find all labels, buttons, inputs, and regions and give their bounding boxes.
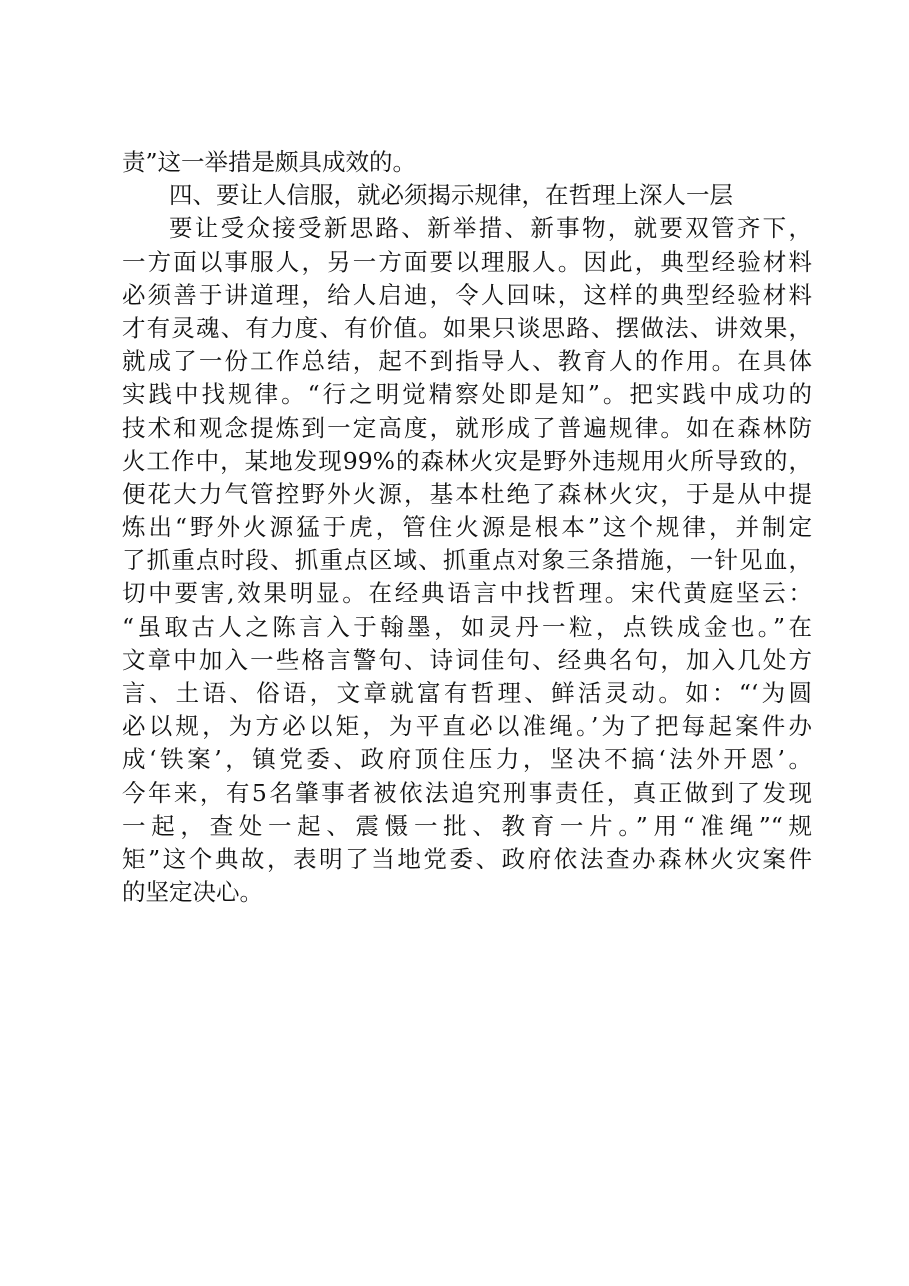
text-line: 文章中加入一些格言警句、诗词佳句、经典名句，加入几处方: [122, 645, 812, 674]
text-line: 技术和观念提炼到一定高度，就形成了普遍规律。如在森林防: [122, 413, 812, 442]
text-line: 一起，查处一起、震慑一批、教育一片。”用“准绳”“规: [122, 811, 812, 840]
section-heading: 四、要让人信服，就必须揭示规律，在哲理上深人一层: [169, 181, 733, 210]
text-line: 才有灵魂、有力度、有价值。如果只谈思路、摆做法、讲效果，: [122, 313, 812, 342]
body-text: [122, 146, 812, 909]
text-line: 就成了一份工作总结，起不到指导人、教育人的作用。在具体: [122, 347, 812, 376]
text-line: 言、土语、俗语，文章就富有哲理、鲜活灵动。如：“‘为圆: [122, 679, 812, 707]
text-line: 炼出“野外火源猛于虎，管住火源是根本”这个规律，并制定: [122, 513, 812, 542]
text-line: 责”这一举措是颇具成效的。: [122, 148, 417, 176]
text-line: 火工作中，某地发现99%的森林火灾是野外违规用火所导致的，: [122, 446, 812, 475]
text-line: 便花大力气管控野外火源，基本杜绝了森林火灾，于是从中提: [122, 479, 812, 508]
text-line: 要让受众接受新思路、新举措、新事物，就要双管齐下，: [169, 214, 812, 243]
text-line: 必须善于讲道理，给人启迪，令人回味，这样的典型经验材料: [122, 280, 812, 309]
text-line: 必以规，为方必以矩，为平直必以准绳。’为了把每起案件办: [122, 712, 812, 741]
text-line: 成‘铁案’，镇党委、政府顶住压力，坚决不搞‘法外开恩’。: [122, 745, 812, 774]
text-line: “虽取古人之陈言入于翰墨，如灵丹一粒，点铁成金也。”在: [122, 612, 812, 641]
text-line: 了抓重点时段、抓重点区域、抓重点对象三条措施，一针见血，: [122, 546, 812, 575]
text-line: 的坚定决心。: [122, 878, 263, 907]
text-line: 一方面以事服人，另一方面要以理服人。因此，典型经验材料: [122, 247, 812, 276]
text-line: 今年来，有5名肇事者被依法追究刑事责任，真正做到了发现: [122, 778, 812, 807]
text-line: 切中要害,效果明显。在经典语言中找哲理。宋代黄庭坚云：: [122, 579, 812, 608]
text-line: 矩”这个典故，表明了当地党委、政府依法查办森林火灾案件: [122, 844, 812, 873]
text-line: 实践中找规律。“行之明觉精察处即是知”。把实践中成功的: [122, 380, 812, 409]
